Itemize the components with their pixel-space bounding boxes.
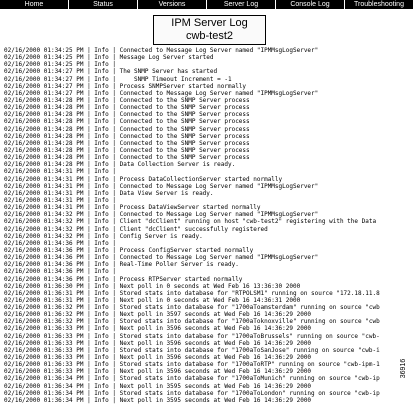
log-line: 02/16/2000 01:36:33 PM | Info | Next poll in 3596 seconds at Wed Feb 16 14:36:29 2000 [4,339,312,347]
log-line: 02/16/2000 01:34:28 PM | Info | Connected to the SNMP Server process [4,139,250,147]
nav-server-log-link[interactable]: Server Log [207,0,276,9]
nav-console-log-link[interactable]: Console Log [276,0,345,9]
log-line: 02/16/2000 01:36:34 PM | Info | Next poll in 3595 seconds at Wed Feb 16 14:36:29 2000 [4,382,312,390]
log-line: 02/16/2000 01:34:28 PM | Info | Connected to the SNMP Server process [4,125,250,133]
log-line: 02/16/2000 01:34:36 PM | Info | [4,239,116,247]
log-line: 02/16/2000 01:34:28 PM | Info | Data Collection Server is ready. [4,161,236,169]
log-line: 02/16/2000 01:36:32 PM | Info | Next poll in 3597 seconds at Wed Feb 16 14:36:29 2000 [4,311,312,319]
log-line: 02/16/2000 01:36:34 PM | Info | Next poll in 3595 seconds at Wed Feb 16 14:36:29 2000 [4,396,312,404]
log-line: 02/16/2000 01:34:27 PM | Info | Process SNMPServer started normally [4,82,247,90]
log-line: 02/16/2000 01:34:27 PM | Info | The SNMP Server has started [4,68,218,76]
log-line: 02/16/2000 01:34:32 PM | Info | Connected to Message Log Server named "IPMMsgLogServer" [4,211,319,219]
log-line: 02/16/2000 01:34:36 PM | Info | Process RTPServer started normally [4,275,243,283]
server-log-text [4,47,400,409]
log-line: 02/16/2000 01:34:25 PM | Info | Connected to Message Log Server named "IPMMsgLogServer" [4,47,319,54]
log-line: 02/16/2000 01:36:34 PM | Info | Stored stats into database for "1700aToMunich" running on source "cwb-ip [4,375,380,383]
log-line: 02/16/2000 01:34:31 PM | Info | Data View Server is ready. [4,189,214,197]
figure-id-text: 36916 [400,358,408,379]
log-line: 02/16/2000 01:34:28 PM | Info | Connected to the SNMP Server process [4,111,250,119]
log-line: 02/16/2000 01:34:31 PM | Info | [4,168,116,176]
log-line: 02/16/2000 01:34:28 PM | Info | Connected to the SNMP Server process [4,154,250,162]
log-line: 02/16/2000 01:36:33 PM | Info | Stored stats into database for "1700aToSanJose" running on source "cwb-i [4,346,380,354]
log-line: 02/16/2000 01:36:33 PM | Info | Next poll in 3596 seconds at Wed Feb 16 14:36:29 2000 [4,325,312,333]
log-line: 02/16/2000 01:34:36 PM | Info | Connected to Message Log Server named "IPMMsgLogServer" [4,254,319,262]
log-line: 02/16/2000 01:34:28 PM | Info | Connected to the SNMP Server process [4,104,250,112]
log-line: 02/16/2000 01:36:34 PM | Info | Stored stats into database for "1700aToLondon" running on source "cwb-ip [4,389,380,397]
log-line: 02/16/2000 01:34:28 PM | Info | Connected to the SNMP Server process [4,96,250,104]
log-line: 02/16/2000 01:36:33 PM | Info | Next poll in 3596 seconds at Wed Feb 16 14:36:29 2000 [4,368,312,376]
log-line: 02/16/2000 01:36:31 PM | Info | Stored stats into database for "RTPOLSM1" running on source "172.18.11.8 [4,289,380,297]
page-title: IPM Server Log [171,17,248,29]
log-line: 02/16/2000 01:34:27 PM | Info | Connected to Message Log Server named "IPMMsgLogServer" [4,89,319,97]
log-line: 02/16/2000 01:34:31 PM | Info | Process DataCollectionServer started normally [4,175,283,183]
log-line: 02/16/2000 01:36:30 PM | Info | Next poll in 0 seconds at Wed Feb 16 13:36:30 2000 [4,282,301,290]
log-line: 02/16/2000 01:36:32 PM | Info | Stored stats into database for "1700aToamsterdam" running on source "cwb [4,304,380,312]
log-line: 02/16/2000 01:36:32 PM | Info | Stored stats into database for "1700aToknoxville" running on source "cwb [4,318,380,326]
nav-versions-link[interactable]: Versions [138,0,207,9]
nav-status-link[interactable]: Status [69,0,138,9]
log-line: 02/16/2000 01:34:28 PM | Info | Connected to the SNMP Server process [4,132,250,140]
log-line: 02/16/2000 01:34:25 PM | Info | Message Log Server started [4,54,214,62]
log-line: 02/16/2000 01:34:31 PM | Info | Process DataViewServer started normally [4,204,261,212]
log-line: 02/16/2000 01:36:31 PM | Info | Next poll in 0 seconds at Wed Feb 16 14:36:31 2000 [4,296,301,304]
log-line: 02/16/2000 01:36:33 PM | Info | Stored stats into database for "1700aToRTP" running on source "cwb-ipm-1 [4,361,380,369]
server-name: cwb-test2 [185,30,234,42]
log-line: 02/16/2000 01:34:28 PM | Info | Connected to the SNMP Server process [4,146,250,154]
log-line: 02/16/2000 01:34:28 PM | Info | Connected to the SNMP Server process [4,118,250,126]
log-line: 02/16/2000 01:34:32 PM | Info | Client "dcClient" successfully registered [4,225,268,233]
log-line: 02/16/2000 01:34:32 PM | Info | Client "dcClient" running on host "cwb-test2" registering with the Data [4,218,377,226]
log-line: 02/16/2000 01:34:31 PM | Info | [4,196,116,204]
log-line: 02/16/2000 01:34:36 PM | Info | Process ConfigServer started normally [4,246,254,254]
log-line: 02/16/2000 01:34:31 PM | Info | Connected to Message Log Server named "IPMMsgLogServer" [4,182,319,190]
nav-home-link[interactable]: Home [0,0,69,9]
log-line: 02/16/2000 01:34:36 PM | Info | [4,268,116,276]
log-line: 02/16/2000 01:36:33 PM | Info | Next poll in 3596 seconds at Wed Feb 16 14:36:29 2000 [4,354,312,362]
log-line: 02/16/2000 01:34:25 PM | Info | [4,61,116,69]
log-line: 02/16/2000 01:34:36 PM | Info | Real-Time Poller Server is ready. [4,261,239,269]
figure-id [402,355,413,383]
log-line: 02/16/2000 01:34:32 PM | Info | Config Server is ready. [4,232,203,240]
log-line: 02/16/2000 01:34:27 PM | Info | SNMP Timeout Increment = -1 [4,75,232,83]
log-line: 02/16/2000 01:36:33 PM | Info | Stored stats into database for "1700aToBrussels" running on source "cwb- [4,332,380,340]
page-title-box [153,15,266,45]
nav-troubleshooting-link[interactable]: Troubleshooting [354,1,404,8]
top-nav-bar [0,0,413,9]
